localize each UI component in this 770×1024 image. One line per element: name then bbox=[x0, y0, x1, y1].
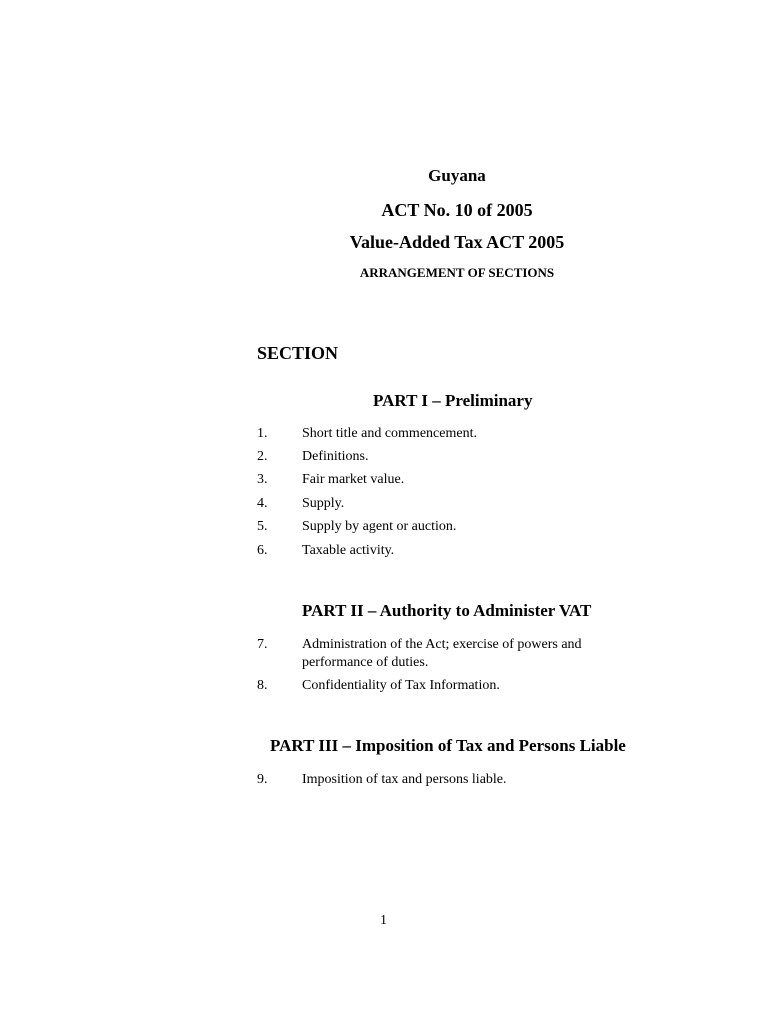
item-text: Definitions. bbox=[302, 449, 369, 464]
item-text: Supply by agent or auction. bbox=[302, 519, 457, 534]
item-text: Short title and commencement. bbox=[302, 426, 477, 441]
item-text: Supply. bbox=[302, 496, 345, 511]
act-number-title: ACT No. 10 of 2005 bbox=[381, 200, 533, 220]
item-text: Confidentiality of Tax Information. bbox=[302, 678, 500, 693]
part-3-heading: PART III – Imposition of Tax and Persons Liable bbox=[270, 736, 626, 755]
act-name-title: Value-Added Tax ACT 2005 bbox=[349, 232, 565, 252]
item-number: 9. bbox=[257, 772, 268, 787]
item-text: Fair market value. bbox=[302, 472, 405, 487]
part-2-heading: PART II – Authority to Administer VAT bbox=[302, 601, 592, 620]
section-heading: SECTION bbox=[257, 343, 339, 363]
item-number: 5. bbox=[257, 519, 268, 534]
item-number: 3. bbox=[257, 472, 268, 487]
item-number: 2. bbox=[257, 449, 268, 464]
item-text: Imposition of tax and persons liable. bbox=[302, 772, 507, 787]
part-1-heading: PART I – Preliminary bbox=[373, 391, 533, 410]
item-number: 1. bbox=[257, 426, 268, 441]
item-number: 8. bbox=[257, 678, 268, 693]
country-title: Guyana bbox=[428, 166, 486, 185]
item-number: 7. bbox=[257, 637, 268, 652]
page-number: 1 bbox=[380, 913, 387, 928]
arrangement-heading: ARRANGEMENT OF SECTIONS bbox=[359, 265, 555, 280]
item-text: Taxable activity. bbox=[302, 543, 395, 558]
item-number: 4. bbox=[257, 496, 268, 511]
item-number: 6. bbox=[257, 543, 268, 558]
item-text: Administration of the Act; exercise of powers and performance of duties. bbox=[302, 637, 582, 670]
